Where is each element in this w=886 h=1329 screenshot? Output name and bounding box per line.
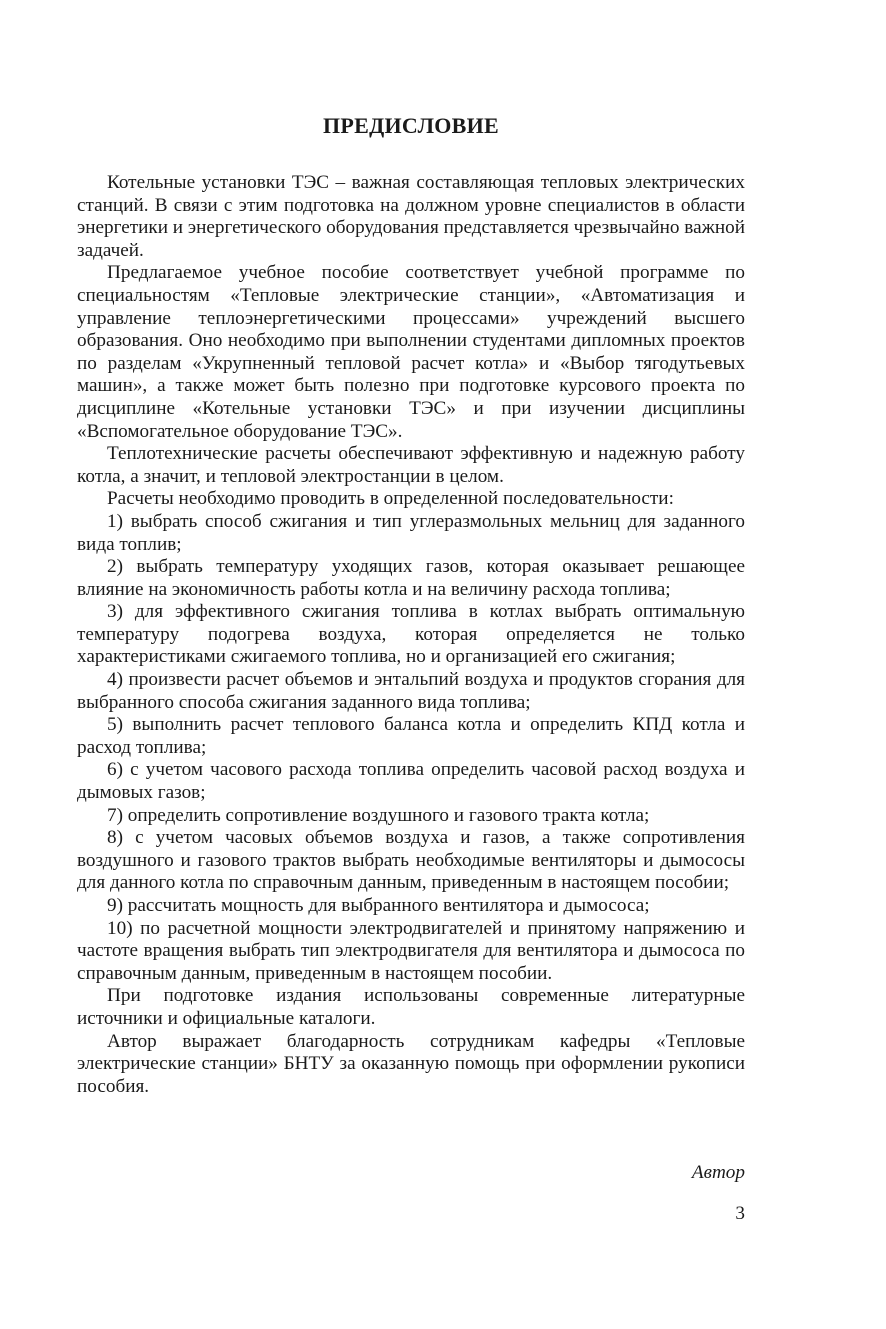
page-title: ПРЕДИСЛОВИЕ bbox=[322, 113, 500, 138]
paragraph: Котельные установки ТЭС – важная составляющая тепловых электрических станций. В связи с этим подготовка на должном уровне специалистов в области энергетики и энергетического оборудования представляется чрезвычайно важной задачей. bbox=[77, 172, 746, 261]
page-number: 3 bbox=[735, 1203, 745, 1224]
paragraph: Расчеты необходимо проводить в определенной последовательности: bbox=[107, 488, 674, 510]
list-item: 5) выполнить расчет теплового баланса котла и определить КПД котла и расход топлива; bbox=[77, 714, 745, 758]
paragraph: При подготовке издания использованы современные литературные источники и официальные каталоги. bbox=[77, 985, 745, 1029]
list-item: 4) произвести расчет объемов и энтальпий воздуха и продуктов сгорания для выбранного способа сжигания заданного вида топлива; bbox=[77, 669, 745, 713]
list-item: 8) с учетом часовых объемов воздуха и газов, а также сопротивления воздушного и газового трактов выбрать необходимые вентиляторы и дымососы для данного котла по справочным данным, приведенным в настоящем пособии; bbox=[77, 827, 745, 894]
list-item: 10) по расчетной мощности электродвигателей и принятому напряжению и частоте вращения выбрать тип электродвигателя для вентилятора и дымососа по справочным данным, приведенным в настоящем пособии. bbox=[77, 917, 745, 984]
author-signature: Автор bbox=[691, 1162, 745, 1183]
list-item: 3) для эффективного сжигания топлива в котлах выбрать оптимальную температуру подогрева воздуха, которая определяется не только характеристиками сжигаемого топлива, но и организацией его сжигания; bbox=[77, 601, 745, 668]
list-item: 7) определить сопротивление воздушного и газового тракта котла; bbox=[107, 804, 650, 826]
list-item: 9) рассчитать мощность для выбранного вентилятора и дымососа; bbox=[107, 895, 650, 916]
paragraph: Предлагаемое учебное пособие соответствует учебной программе по специальностям «Тепловые электрические станции», «Автоматизация и управление теплоэнергетическими процессами» учреждений высшего образования. Оно необходимо при выполнении студентами дипломных проектов по разделам «Укрупненный тепловой расчет котла» и «Выбор тягодутьевых машин», а также может быть полезно при подготовке курсового проекта по дисциплине «Котельные установки ТЭС» и при изучении дисциплины «Вспомогательное оборудование ТЭС». bbox=[77, 262, 745, 442]
list-item: 1) выбрать способ сжигания и тип углеразмольных мельниц для заданного вида топлив; bbox=[77, 510, 745, 555]
paragraph: Автор выражает благодарность сотрудникам кафедры «Тепловые электрические станции» БНТУ за оказанную помощь при оформлении рукописи пособия. bbox=[77, 1030, 745, 1097]
list-item: 2) выбрать температуру уходящих газов, которая оказывает решающее влияние на экономичность работы котла и на величину расхода топлива; bbox=[77, 556, 745, 600]
paragraph: Теплотехнические расчеты обеспечивают эффективную и надежную работу котла, а значит, и тепловой электростанции в целом. bbox=[77, 443, 745, 487]
list-item: 6) с учетом часового расхода топлива определить часовой расход воздуха и дымовых газов; bbox=[77, 759, 745, 804]
preface-text bbox=[77, 172, 745, 1098]
book-page bbox=[77, 0, 745, 1329]
